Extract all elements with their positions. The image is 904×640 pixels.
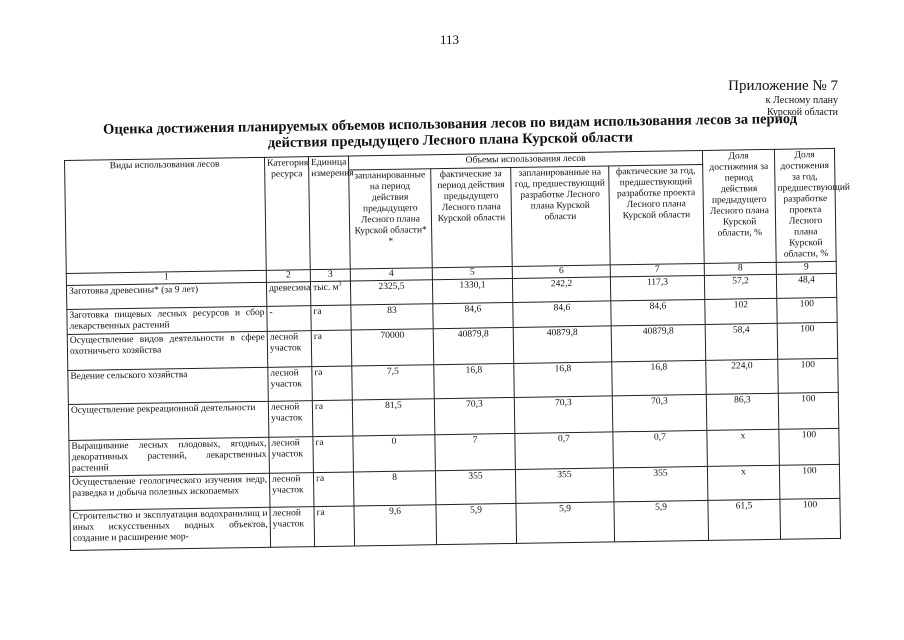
- row-unit: [313, 436, 354, 473]
- row-planned-period: 8: [353, 471, 436, 506]
- row-name: Выращивание лесных плодовых, ягодных, декоративных растений, лекарственных растений: [69, 437, 270, 476]
- row-share-year: 100: [778, 392, 839, 429]
- row-category: лесной участок: [269, 437, 314, 474]
- row-actual-year: 70,3: [612, 394, 707, 431]
- row-actual-period: 84,6: [433, 302, 513, 328]
- column-number: 5: [432, 266, 512, 279]
- row-planned-period: 81,5: [352, 399, 435, 436]
- row-unit-text: га: [315, 473, 325, 485]
- row-unit-superscript: 3: [338, 281, 342, 288]
- header-category: Категория ресурса: [264, 157, 310, 271]
- row-actual-year: 355: [613, 466, 708, 501]
- row-actual-period: 5,9: [436, 503, 517, 544]
- header-share-year: Доля достижения за год, предшествующий разработке проекта Лесного плана Курской области, %: [774, 148, 836, 262]
- row-name: Осуществление рекреационной деятельности: [68, 401, 269, 440]
- column-number: 4: [350, 268, 432, 281]
- column-number: 7: [610, 263, 704, 276]
- document-title: Оценка достижения планируемых объемов использования лесов по видам использования лесов за период действия предыдущего Лесного плана Курской области: [102, 110, 798, 152]
- row-name: Строительство и эксплуатация водохранилищ и иных искусственных водных объектов, создание и расширение мор-: [70, 507, 271, 550]
- row-planned-year: 40879,8: [513, 326, 612, 364]
- row-unit-text: га: [314, 401, 324, 413]
- row-category: лесной участок: [268, 401, 313, 438]
- row-planned-year: 70,3: [514, 396, 613, 434]
- row-unit: [312, 366, 353, 401]
- row-actual-period: 70,3: [434, 397, 515, 434]
- column-number: 1: [66, 270, 266, 285]
- header-actual-period: фактические за период действия предыдущего Лесного плана Курской области: [431, 168, 513, 268]
- column-number: 6: [512, 265, 610, 279]
- row-planned-period: 7,5: [352, 365, 435, 400]
- row-category: лесной участок: [270, 507, 315, 548]
- row-actual-year: 84,6: [611, 299, 705, 325]
- row-planned-year: 84,6: [513, 301, 611, 328]
- header-volumes-group: Объемы использования лесов: [348, 150, 702, 170]
- row-share-year: 100: [779, 428, 840, 465]
- row-unit-text: га: [313, 306, 322, 318]
- appendix-title: Приложение № 7: [728, 78, 838, 94]
- row-unit: [314, 506, 355, 547]
- appendix-line-1: к Лесному плану: [765, 95, 838, 106]
- row-share-period: 224,0: [706, 359, 779, 394]
- row-unit: [311, 330, 352, 367]
- row-unit-text: га: [315, 437, 324, 449]
- row-planned-period: 0: [353, 435, 436, 472]
- row-unit: [312, 400, 353, 437]
- row-unit-text: га: [313, 331, 323, 343]
- row-planned-period: 2325,5: [350, 280, 432, 305]
- row-planned-year: 242,2: [512, 277, 610, 303]
- row-category: древесина: [266, 282, 310, 307]
- header-share-period: Доля достижения за период действия предыдущего Лесного плана Курской области, %: [702, 149, 776, 263]
- row-share-year: 100: [779, 464, 840, 499]
- row-planned-year: 0,7: [515, 432, 614, 470]
- row-share-period: 102: [705, 298, 777, 324]
- row-actual-year: 117,3: [610, 275, 704, 300]
- row-share-year: 100: [777, 322, 838, 359]
- row-unit-text: тыс. м: [312, 282, 339, 294]
- table-body: [66, 273, 840, 550]
- row-share-period: х: [707, 429, 780, 466]
- column-number: 3: [310, 269, 350, 282]
- row-name: Осуществление геологического изучения недр, разведка и добыча полезных ископаемых: [69, 473, 270, 510]
- row-actual-period: 16,8: [434, 363, 515, 398]
- row-category: лесной участок: [269, 473, 314, 508]
- header-planned-year: запланированные на год, предшествующий разработке Лесного плана Курской области: [511, 166, 611, 266]
- row-planned-period: 83: [351, 304, 433, 330]
- row-name: Заготовка пищевых лесных ресурсов и сбор лекарственных растений: [67, 306, 267, 334]
- row-name: Ведение сельского хозяйства: [68, 367, 269, 404]
- header-unit: Единица измерения: [308, 156, 350, 270]
- row-share-period: 58,4: [705, 323, 778, 360]
- page-number: 113: [440, 32, 460, 47]
- row-unit: [310, 281, 350, 306]
- row-planned-period: 70000: [351, 329, 434, 366]
- row-actual-year: 5,9: [614, 500, 709, 541]
- row-actual-year: 0,7: [613, 430, 708, 467]
- header-planned-period: запланированные на период действия предыдущего Лесного плана Курской области* *: [349, 169, 433, 269]
- row-planned-period: 9,6: [354, 505, 437, 546]
- row-unit: [313, 472, 354, 507]
- row-planned-year: 5,9: [516, 502, 615, 544]
- row-share-period: 57,2: [704, 274, 776, 299]
- row-share-period: 61,5: [708, 499, 781, 540]
- row-unit-text: га: [316, 507, 325, 519]
- row-share-year: 100: [777, 297, 837, 323]
- row-actual-period: 1330,1: [432, 278, 512, 303]
- header-actual-year: фактические за год, предшествующий разработке проекта Лесного плана Курской области: [609, 165, 705, 265]
- header-type: Виды использования лесов: [65, 157, 267, 273]
- column-number: 2: [266, 270, 310, 283]
- column-number: 9: [776, 261, 836, 274]
- row-share-period: х: [707, 465, 780, 500]
- row-planned-year: 16,8: [514, 362, 613, 398]
- row-actual-period: 40879,8: [433, 327, 514, 364]
- row-unit-text: га: [314, 367, 323, 379]
- forest-use-table: [64, 148, 851, 551]
- row-share-period: 86,3: [706, 393, 779, 430]
- row-actual-period: 7: [435, 433, 516, 470]
- row-planned-year: 355: [515, 468, 614, 504]
- row-unit: [311, 305, 351, 331]
- row-name: Осуществление видов деятельности в сфере охотничьего хозяйства: [67, 331, 268, 370]
- appendix-line-2: Курской области: [767, 107, 838, 118]
- row-share-year: 100: [778, 358, 839, 393]
- row-category: лесной участок: [267, 331, 312, 368]
- row-share-year: 48,4: [776, 273, 836, 298]
- row-actual-year: 40879,8: [611, 324, 706, 361]
- row-actual-period: 355: [435, 469, 516, 504]
- row-category: лесной участок: [268, 367, 313, 402]
- row-actual-year: 16,8: [612, 360, 707, 395]
- table-container: [64, 148, 851, 640]
- row-name: Заготовка древесины* (за 9 лет): [66, 282, 266, 309]
- row-category: -: [267, 306, 311, 332]
- column-number: 8: [704, 262, 776, 275]
- row-share-year: 100: [780, 498, 841, 539]
